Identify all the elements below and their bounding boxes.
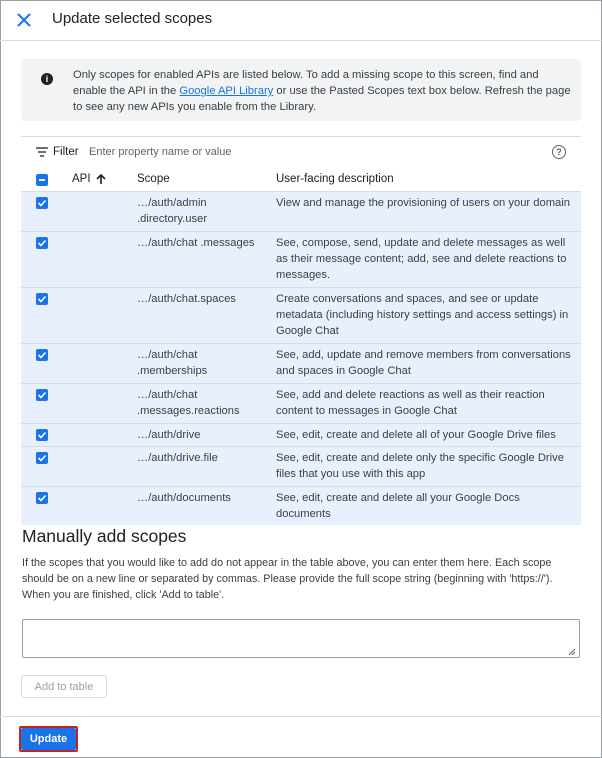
scopes-table (21, 168, 581, 525)
column-header-api[interactable]: API (72, 173, 91, 185)
table-row[interactable] (21, 447, 581, 487)
table-row[interactable] (21, 288, 581, 344)
row-description: View and manage the provisioning of users on your domain (276, 197, 570, 209)
filter-icon[interactable] (36, 147, 48, 157)
table-header (21, 168, 581, 192)
filter-bar (21, 136, 581, 169)
table-row[interactable] (21, 192, 581, 232)
row-scope: …/auth/drive.file (137, 452, 218, 464)
column-header-description: User-facing description (276, 173, 394, 185)
dialog-header (0, 0, 602, 41)
filter-label: Filter (53, 146, 79, 158)
row-checkbox[interactable] (36, 492, 48, 504)
manual-scopes-instructions: If the scopes that you would like to add do not appear in the table above, you can enter them here. Each scope should be on a new line or separated by commas. Please provide the full scope string (beginning with 'https://'). When you are finished, click 'Add to table'. (22, 557, 553, 601)
row-description: See, add, update and remove members from conversations and spaces in Google Chat (276, 349, 571, 377)
select-all-checkbox[interactable] (36, 174, 48, 186)
manual-scopes-title: Manually add scopes (22, 526, 187, 546)
table-row[interactable] (21, 232, 581, 288)
info-text-after: or use the Pasted Scopes text box below. Refresh the page to see any new APIs you enable from the Library. (73, 85, 571, 113)
row-description: See, edit, create and delete only the specific Google Drive files that you use with this app (276, 452, 564, 480)
info-icon: i (41, 73, 53, 85)
row-checkbox[interactable] (36, 452, 48, 464)
row-checkbox[interactable] (36, 197, 48, 209)
row-scope: …/auth/documents (137, 492, 231, 504)
info-banner (21, 59, 581, 121)
row-description: See, edit, create and delete all of your Google Drive files (276, 429, 556, 441)
row-checkbox[interactable] (36, 429, 48, 441)
row-description: See, add and delete reactions as well as their reaction content to messages in Google Chat (276, 389, 545, 417)
row-checkbox[interactable] (36, 293, 48, 305)
help-icon[interactable]: ? (552, 145, 566, 159)
row-description: See, edit, create and delete all your Google Docs documents (276, 492, 520, 520)
row-scope: …/auth/admin .directory.user (137, 197, 208, 225)
row-description: Create conversations and spaces, and see or update metadata (including history settings and access settings) in Google Chat (276, 293, 569, 337)
close-icon[interactable] (15, 11, 33, 29)
resize-handle-icon[interactable] (567, 647, 576, 656)
table-row[interactable] (21, 424, 581, 447)
row-description: See, compose, send, update and delete messages as well as their message content; add, see and delete reactions to messages. (276, 237, 567, 281)
add-to-table-button[interactable]: Add to table (21, 675, 107, 698)
row-scope: …/auth/drive (137, 429, 201, 441)
footer-divider (0, 716, 602, 717)
table-row[interactable] (21, 344, 581, 384)
update-button[interactable]: Update (21, 728, 76, 750)
row-scope: …/auth/chat .messages.reactions (137, 389, 240, 417)
row-scope: …/auth/chat .memberships (137, 349, 208, 377)
google-api-library-link[interactable]: Google API Library (179, 85, 274, 97)
arrow-up-icon[interactable] (96, 173, 106, 185)
row-checkbox[interactable] (36, 389, 48, 401)
row-checkbox[interactable] (36, 349, 48, 361)
info-text-before: Only scopes for enabled APIs are listed below. To add a missing scope to this screen, find and enable the API in the (73, 69, 539, 97)
row-scope: …/auth/chat.spaces (137, 293, 236, 305)
row-scope: …/auth/chat .messages (137, 237, 255, 249)
row-checkbox[interactable] (36, 237, 48, 249)
manual-scopes-textarea[interactable] (22, 619, 580, 658)
column-header-scope: Scope (137, 173, 170, 185)
filter-input[interactable] (89, 143, 489, 161)
table-row[interactable] (21, 384, 581, 424)
table-row[interactable] (21, 487, 581, 525)
dialog-title: Update selected scopes (52, 10, 213, 27)
info-text (73, 67, 573, 115)
